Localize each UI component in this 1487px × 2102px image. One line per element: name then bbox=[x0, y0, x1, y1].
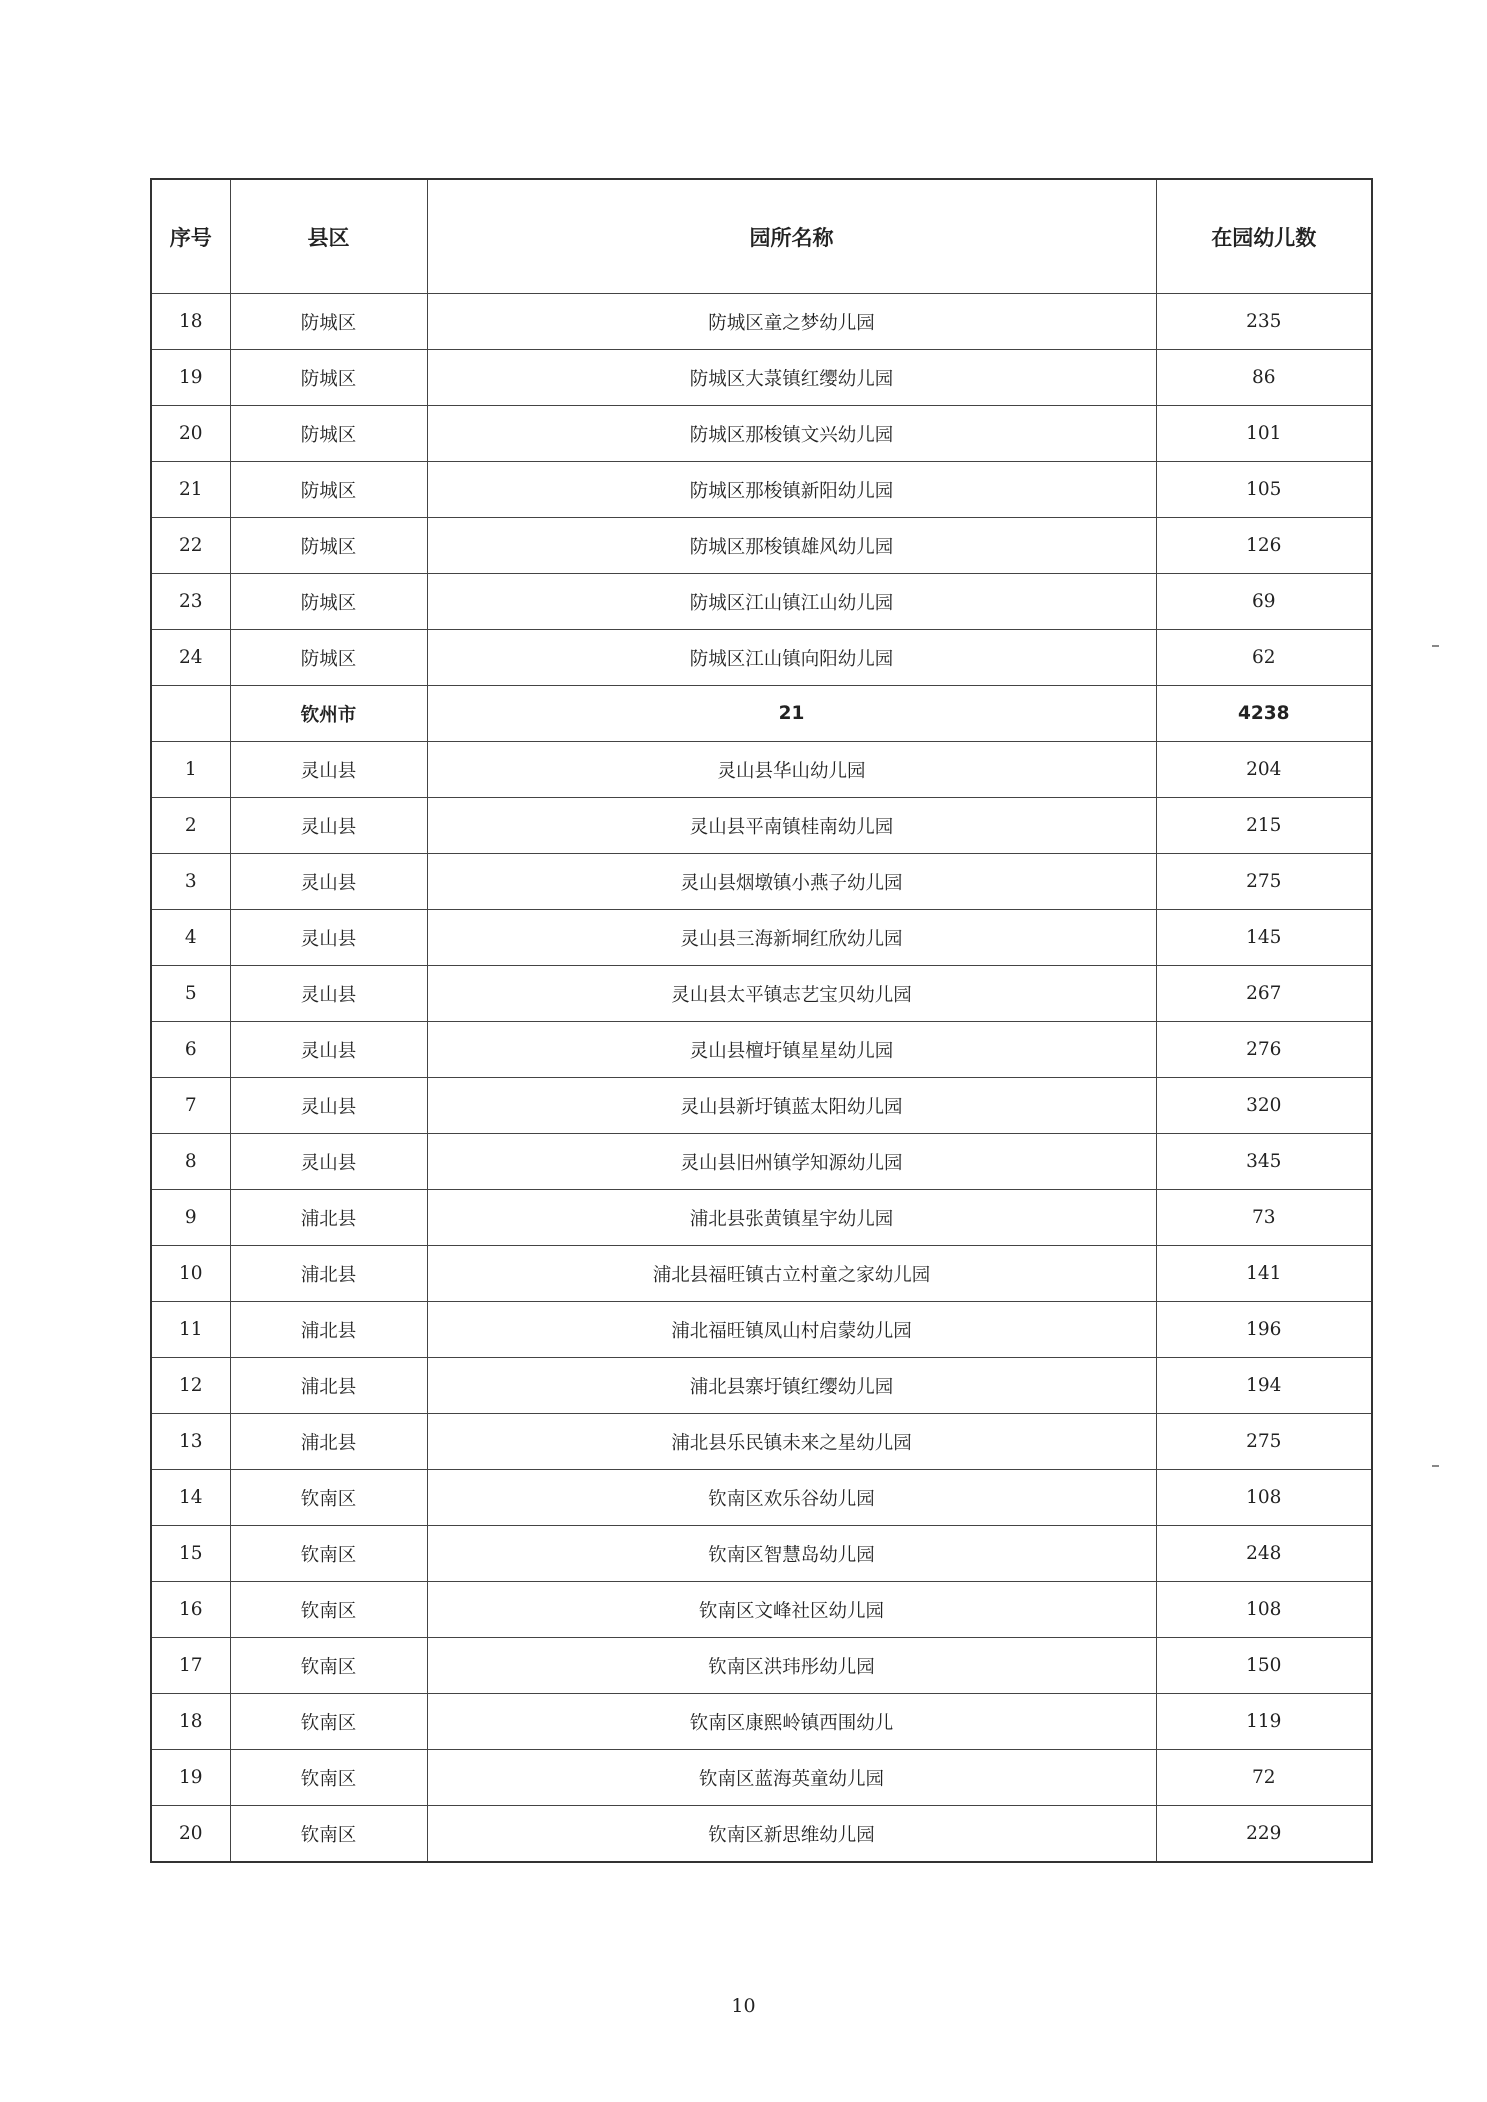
table-row bbox=[151, 854, 1372, 910]
cell-index: 18 bbox=[151, 294, 230, 350]
table-row bbox=[151, 406, 1372, 462]
cell-name: 钦南区文峰社区幼儿园 bbox=[427, 1582, 1156, 1638]
cell-name: 灵山县三海新垌红欣幼儿园 bbox=[427, 910, 1156, 966]
cell-count: 275 bbox=[1156, 1414, 1372, 1470]
scan-mark bbox=[1432, 645, 1439, 647]
cell-district: 防城区 bbox=[230, 574, 427, 630]
table-row bbox=[151, 1694, 1372, 1750]
cell-count: 73 bbox=[1156, 1190, 1372, 1246]
cell-name: 防城区那梭镇新阳幼儿园 bbox=[427, 462, 1156, 518]
cell-name: 灵山县旧州镇学知源幼儿园 bbox=[427, 1134, 1156, 1190]
cell-count: 141 bbox=[1156, 1246, 1372, 1302]
cell-name: 钦南区欢乐谷幼儿园 bbox=[427, 1470, 1156, 1526]
cell-name: 钦南区洪玮彤幼儿园 bbox=[427, 1638, 1156, 1694]
cell-district: 防城区 bbox=[230, 294, 427, 350]
cell-district: 灵山县 bbox=[230, 742, 427, 798]
cell-name: 浦北县福旺镇古立村童之家幼儿园 bbox=[427, 1246, 1156, 1302]
cell-count: 276 bbox=[1156, 1022, 1372, 1078]
table-row bbox=[151, 1750, 1372, 1806]
cell-district: 防城区 bbox=[230, 406, 427, 462]
cell-district: 灵山县 bbox=[230, 854, 427, 910]
cell-name: 钦南区蓝海英童幼儿园 bbox=[427, 1750, 1156, 1806]
cell-district: 灵山县 bbox=[230, 1134, 427, 1190]
cell-count: 101 bbox=[1156, 406, 1372, 462]
cell-district: 灵山县 bbox=[230, 910, 427, 966]
table-row bbox=[151, 630, 1372, 686]
cell-district: 钦南区 bbox=[230, 1806, 427, 1863]
table-body bbox=[151, 294, 1372, 1863]
cell-district: 钦州市 bbox=[230, 686, 427, 742]
cell-index: 9 bbox=[151, 1190, 230, 1246]
cell-name: 浦北县乐民镇未来之星幼儿园 bbox=[427, 1414, 1156, 1470]
cell-count: 108 bbox=[1156, 1470, 1372, 1526]
cell-index: 19 bbox=[151, 1750, 230, 1806]
cell-count: 204 bbox=[1156, 742, 1372, 798]
cell-name: 防城区那梭镇雄风幼儿园 bbox=[427, 518, 1156, 574]
cell-district: 浦北县 bbox=[230, 1246, 427, 1302]
cell-name: 防城区江山镇江山幼儿园 bbox=[427, 574, 1156, 630]
cell-index: 24 bbox=[151, 630, 230, 686]
cell-name: 钦南区康熙岭镇西围幼儿 bbox=[427, 1694, 1156, 1750]
cell-district: 防城区 bbox=[230, 462, 427, 518]
cell-count: 86 bbox=[1156, 350, 1372, 406]
cell-name: 灵山县檀圩镇星星幼儿园 bbox=[427, 1022, 1156, 1078]
table-row bbox=[151, 1638, 1372, 1694]
cell-count: 248 bbox=[1156, 1526, 1372, 1582]
cell-index: 1 bbox=[151, 742, 230, 798]
cell-name: 防城区童之梦幼儿园 bbox=[427, 294, 1156, 350]
table-row bbox=[151, 1358, 1372, 1414]
table-row bbox=[151, 1134, 1372, 1190]
cell-index: 5 bbox=[151, 966, 230, 1022]
cell-index: 7 bbox=[151, 1078, 230, 1134]
table-row bbox=[151, 294, 1372, 350]
cell-name: 灵山县新圩镇蓝太阳幼儿园 bbox=[427, 1078, 1156, 1134]
table-row bbox=[151, 966, 1372, 1022]
table-row bbox=[151, 1302, 1372, 1358]
cell-count: 345 bbox=[1156, 1134, 1372, 1190]
cell-index: 11 bbox=[151, 1302, 230, 1358]
table-row bbox=[151, 1470, 1372, 1526]
header-count: 在园幼儿数 bbox=[1156, 179, 1372, 294]
cell-index: 8 bbox=[151, 1134, 230, 1190]
cell-index: 19 bbox=[151, 350, 230, 406]
cell-district: 钦南区 bbox=[230, 1694, 427, 1750]
cell-index: 20 bbox=[151, 406, 230, 462]
cell-index: 18 bbox=[151, 1694, 230, 1750]
cell-name: 钦南区智慧岛幼儿园 bbox=[427, 1526, 1156, 1582]
scan-mark bbox=[1432, 1465, 1439, 1467]
header-name: 园所名称 bbox=[427, 179, 1156, 294]
cell-district: 灵山县 bbox=[230, 1078, 427, 1134]
cell-district: 浦北县 bbox=[230, 1414, 427, 1470]
cell-index bbox=[151, 686, 230, 742]
cell-name: 浦北县张黄镇星宇幼儿园 bbox=[427, 1190, 1156, 1246]
table-row bbox=[151, 518, 1372, 574]
cell-district: 浦北县 bbox=[230, 1358, 427, 1414]
table-row bbox=[151, 1190, 1372, 1246]
subtotal-row bbox=[151, 686, 1372, 742]
table-row bbox=[151, 910, 1372, 966]
cell-index: 14 bbox=[151, 1470, 230, 1526]
header-district: 县区 bbox=[230, 179, 427, 294]
cell-index: 3 bbox=[151, 854, 230, 910]
cell-index: 23 bbox=[151, 574, 230, 630]
cell-count: 320 bbox=[1156, 1078, 1372, 1134]
table-row bbox=[151, 742, 1372, 798]
cell-count: 108 bbox=[1156, 1582, 1372, 1638]
cell-index: 20 bbox=[151, 1806, 230, 1863]
cell-count: 275 bbox=[1156, 854, 1372, 910]
cell-name: 灵山县太平镇志艺宝贝幼儿园 bbox=[427, 966, 1156, 1022]
page-number: 10 bbox=[731, 1995, 756, 2017]
cell-index: 15 bbox=[151, 1526, 230, 1582]
kindergarten-table bbox=[150, 178, 1373, 1863]
cell-name: 浦北县寨圩镇红缨幼儿园 bbox=[427, 1358, 1156, 1414]
cell-count: 267 bbox=[1156, 966, 1372, 1022]
cell-district: 钦南区 bbox=[230, 1582, 427, 1638]
cell-index: 12 bbox=[151, 1358, 230, 1414]
cell-district: 钦南区 bbox=[230, 1470, 427, 1526]
cell-name: 钦南区新思维幼儿园 bbox=[427, 1806, 1156, 1863]
table-row bbox=[151, 1526, 1372, 1582]
cell-district: 钦南区 bbox=[230, 1526, 427, 1582]
cell-count: 62 bbox=[1156, 630, 1372, 686]
cell-count: 215 bbox=[1156, 798, 1372, 854]
cell-index: 13 bbox=[151, 1414, 230, 1470]
cell-count: 150 bbox=[1156, 1638, 1372, 1694]
cell-district: 浦北县 bbox=[230, 1190, 427, 1246]
cell-district: 钦南区 bbox=[230, 1750, 427, 1806]
table-row bbox=[151, 574, 1372, 630]
cell-count: 229 bbox=[1156, 1806, 1372, 1863]
cell-district: 钦南区 bbox=[230, 1638, 427, 1694]
cell-count: 235 bbox=[1156, 294, 1372, 350]
cell-count: 126 bbox=[1156, 518, 1372, 574]
table-row bbox=[151, 1022, 1372, 1078]
cell-district: 防城区 bbox=[230, 630, 427, 686]
cell-index: 6 bbox=[151, 1022, 230, 1078]
cell-name: 灵山县平南镇桂南幼儿园 bbox=[427, 798, 1156, 854]
cell-index: 17 bbox=[151, 1638, 230, 1694]
cell-index: 2 bbox=[151, 798, 230, 854]
table-row bbox=[151, 1078, 1372, 1134]
header-index: 序号 bbox=[151, 179, 230, 294]
cell-name: 灵山县烟墩镇小燕子幼儿园 bbox=[427, 854, 1156, 910]
table-row bbox=[151, 1246, 1372, 1302]
cell-name: 防城区那梭镇文兴幼儿园 bbox=[427, 406, 1156, 462]
cell-district: 防城区 bbox=[230, 350, 427, 406]
cell-district: 灵山县 bbox=[230, 1022, 427, 1078]
cell-count: 196 bbox=[1156, 1302, 1372, 1358]
cell-district: 防城区 bbox=[230, 518, 427, 574]
cell-count: 194 bbox=[1156, 1358, 1372, 1414]
cell-district: 灵山县 bbox=[230, 966, 427, 1022]
cell-name: 防城区大菉镇红缨幼儿园 bbox=[427, 350, 1156, 406]
cell-index: 22 bbox=[151, 518, 230, 574]
cell-count: 105 bbox=[1156, 462, 1372, 518]
table-row bbox=[151, 1806, 1372, 1863]
table-row bbox=[151, 798, 1372, 854]
table-row bbox=[151, 1582, 1372, 1638]
cell-count: 72 bbox=[1156, 1750, 1372, 1806]
table-row bbox=[151, 350, 1372, 406]
cell-index: 10 bbox=[151, 1246, 230, 1302]
cell-index: 4 bbox=[151, 910, 230, 966]
cell-count: 145 bbox=[1156, 910, 1372, 966]
cell-name: 浦北福旺镇凤山村启蒙幼儿园 bbox=[427, 1302, 1156, 1358]
cell-count: 4238 bbox=[1156, 686, 1372, 742]
table-row bbox=[151, 1414, 1372, 1470]
cell-index: 16 bbox=[151, 1582, 230, 1638]
cell-name: 防城区江山镇向阳幼儿园 bbox=[427, 630, 1156, 686]
cell-district: 浦北县 bbox=[230, 1302, 427, 1358]
table-header-row bbox=[151, 179, 1372, 294]
cell-count: 119 bbox=[1156, 1694, 1372, 1750]
cell-name: 灵山县华山幼儿园 bbox=[427, 742, 1156, 798]
cell-name: 21 bbox=[427, 686, 1156, 742]
table-row bbox=[151, 462, 1372, 518]
cell-index: 21 bbox=[151, 462, 230, 518]
cell-count: 69 bbox=[1156, 574, 1372, 630]
cell-district: 灵山县 bbox=[230, 798, 427, 854]
